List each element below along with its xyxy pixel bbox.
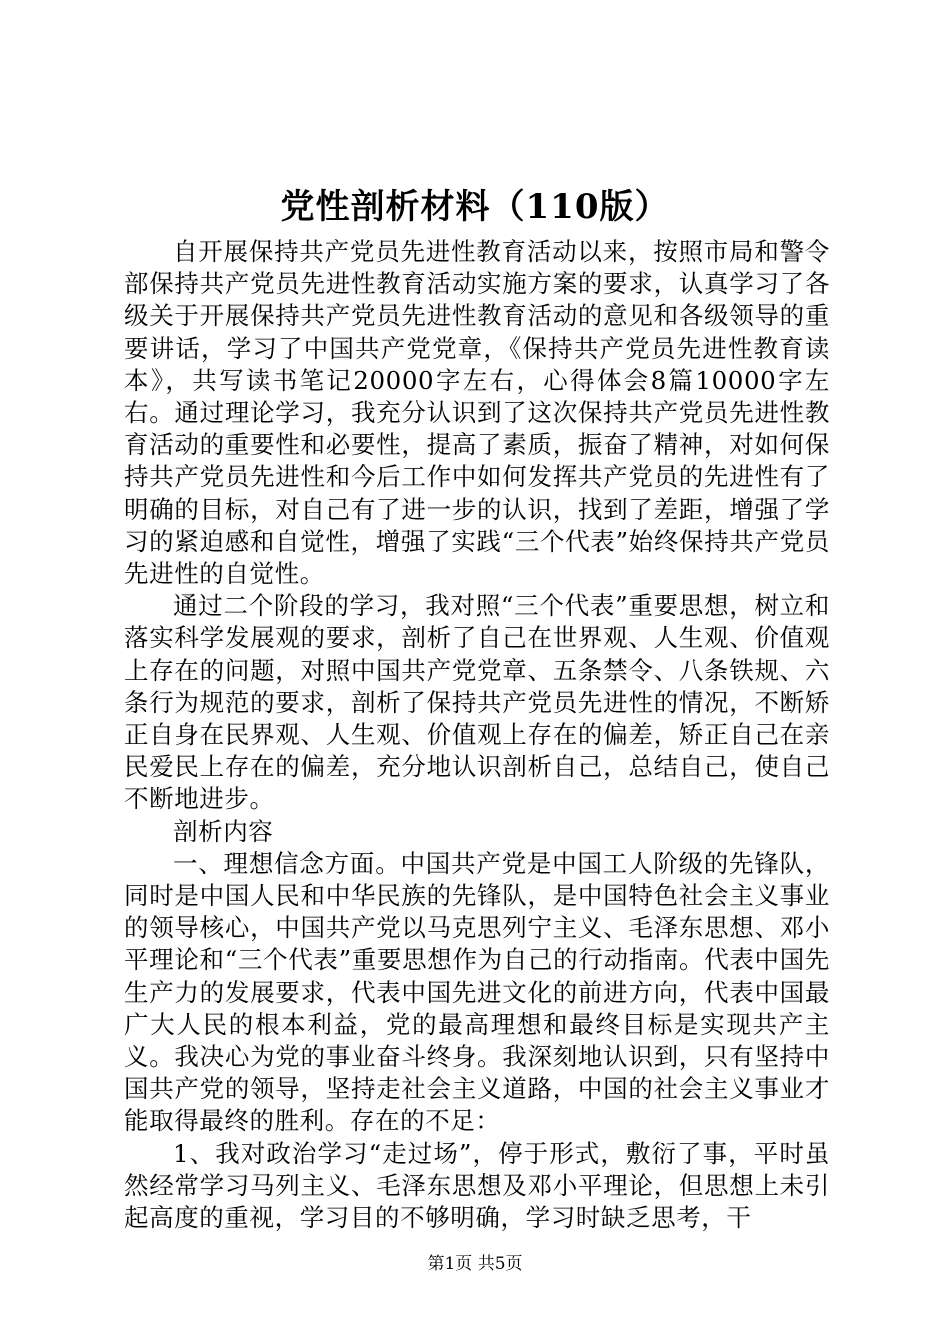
- document-body: [124, 236, 830, 1234]
- paragraph-section-heading: 剖析内容: [173, 816, 274, 846]
- paragraph-study-stages: 通过二个阶段的学习，我对照“三个代表”重要思想，树立和落实科学发展观的要求，剖析了自己在世界观、人生观、价值观上存在的问题，对照中国共产党党章、五条禁令、八条铁规、六条行为规范的要求，剖析了保持共产党员先进性的情况，不断矫正自身在民界观、人生观、价值观上存在的偏差，矫正自己在亲民爱民上存在的偏差，充分地认识剖析自己，总结自己，使自己不断地进步。: [124, 591, 830, 814]
- page-footer: 第1页 共5页: [427, 1254, 523, 1274]
- paragraph-shortcoming-1: 1、我对政治学习“走过场”，停于形式，敷衍了事，平时虽然经常学习马列主义、毛泽东思想及邓小平理论，但思想上未引起高度的重视，学习目的不够明确，学习时缺乏思考，干: [124, 1138, 830, 1233]
- paragraph-intro: 自开展保持共产党员先进性教育活动以来，按照市局和警令部保持共产党员先进性教育活动实施方案的要求，认真学习了各级关于开展保持共产党员先进性教育活动的意见和各级领导的重要讲话，学习了中国共产党党章，《保持共产党员先进性教育读本》，共写读书笔记20000字左右，心得体会8篇10000字左右。通过理论学习，我充分认识到了这次保持共产党员先进性教育活动的重要性和必要性，提高了素质，振奋了精神，对如何保持共产党员先进性和今后工作中如何发挥共产党员的先进性有了明确的目标，对自己有了进一步的认识，找到了差距，增强了学习的紧迫感和自觉性，增强了实践“三个代表”始终保持共产党员先进性的自觉性。: [124, 237, 830, 589]
- document-title: 党性剖析材料（110版）: [280, 187, 670, 227]
- paragraph-ideals-beliefs: 一、理想信念方面。中国共产党是中国工人阶级的先锋队，同时是中国人民和中华民族的先锋队，是中国特色社会主义事业的领导核心，中国共产党以马克思列宁主义、毛泽东思想、邓小平理论和“三个代表”重要思想作为自己的行动指南。代表中国先生产力的发展要求，代表中国先进文化的前进方向，代表中国最广大人民的根本利益，党的最高理想和最终目标是实现共产主义。我决心为党的事业奋斗终身。我深刻地认识到，只有坚持中国共产党的领导，坚持走社会主义道路，中国的社会主义事业才能取得最终的胜利。存在的不足：: [124, 848, 830, 1136]
